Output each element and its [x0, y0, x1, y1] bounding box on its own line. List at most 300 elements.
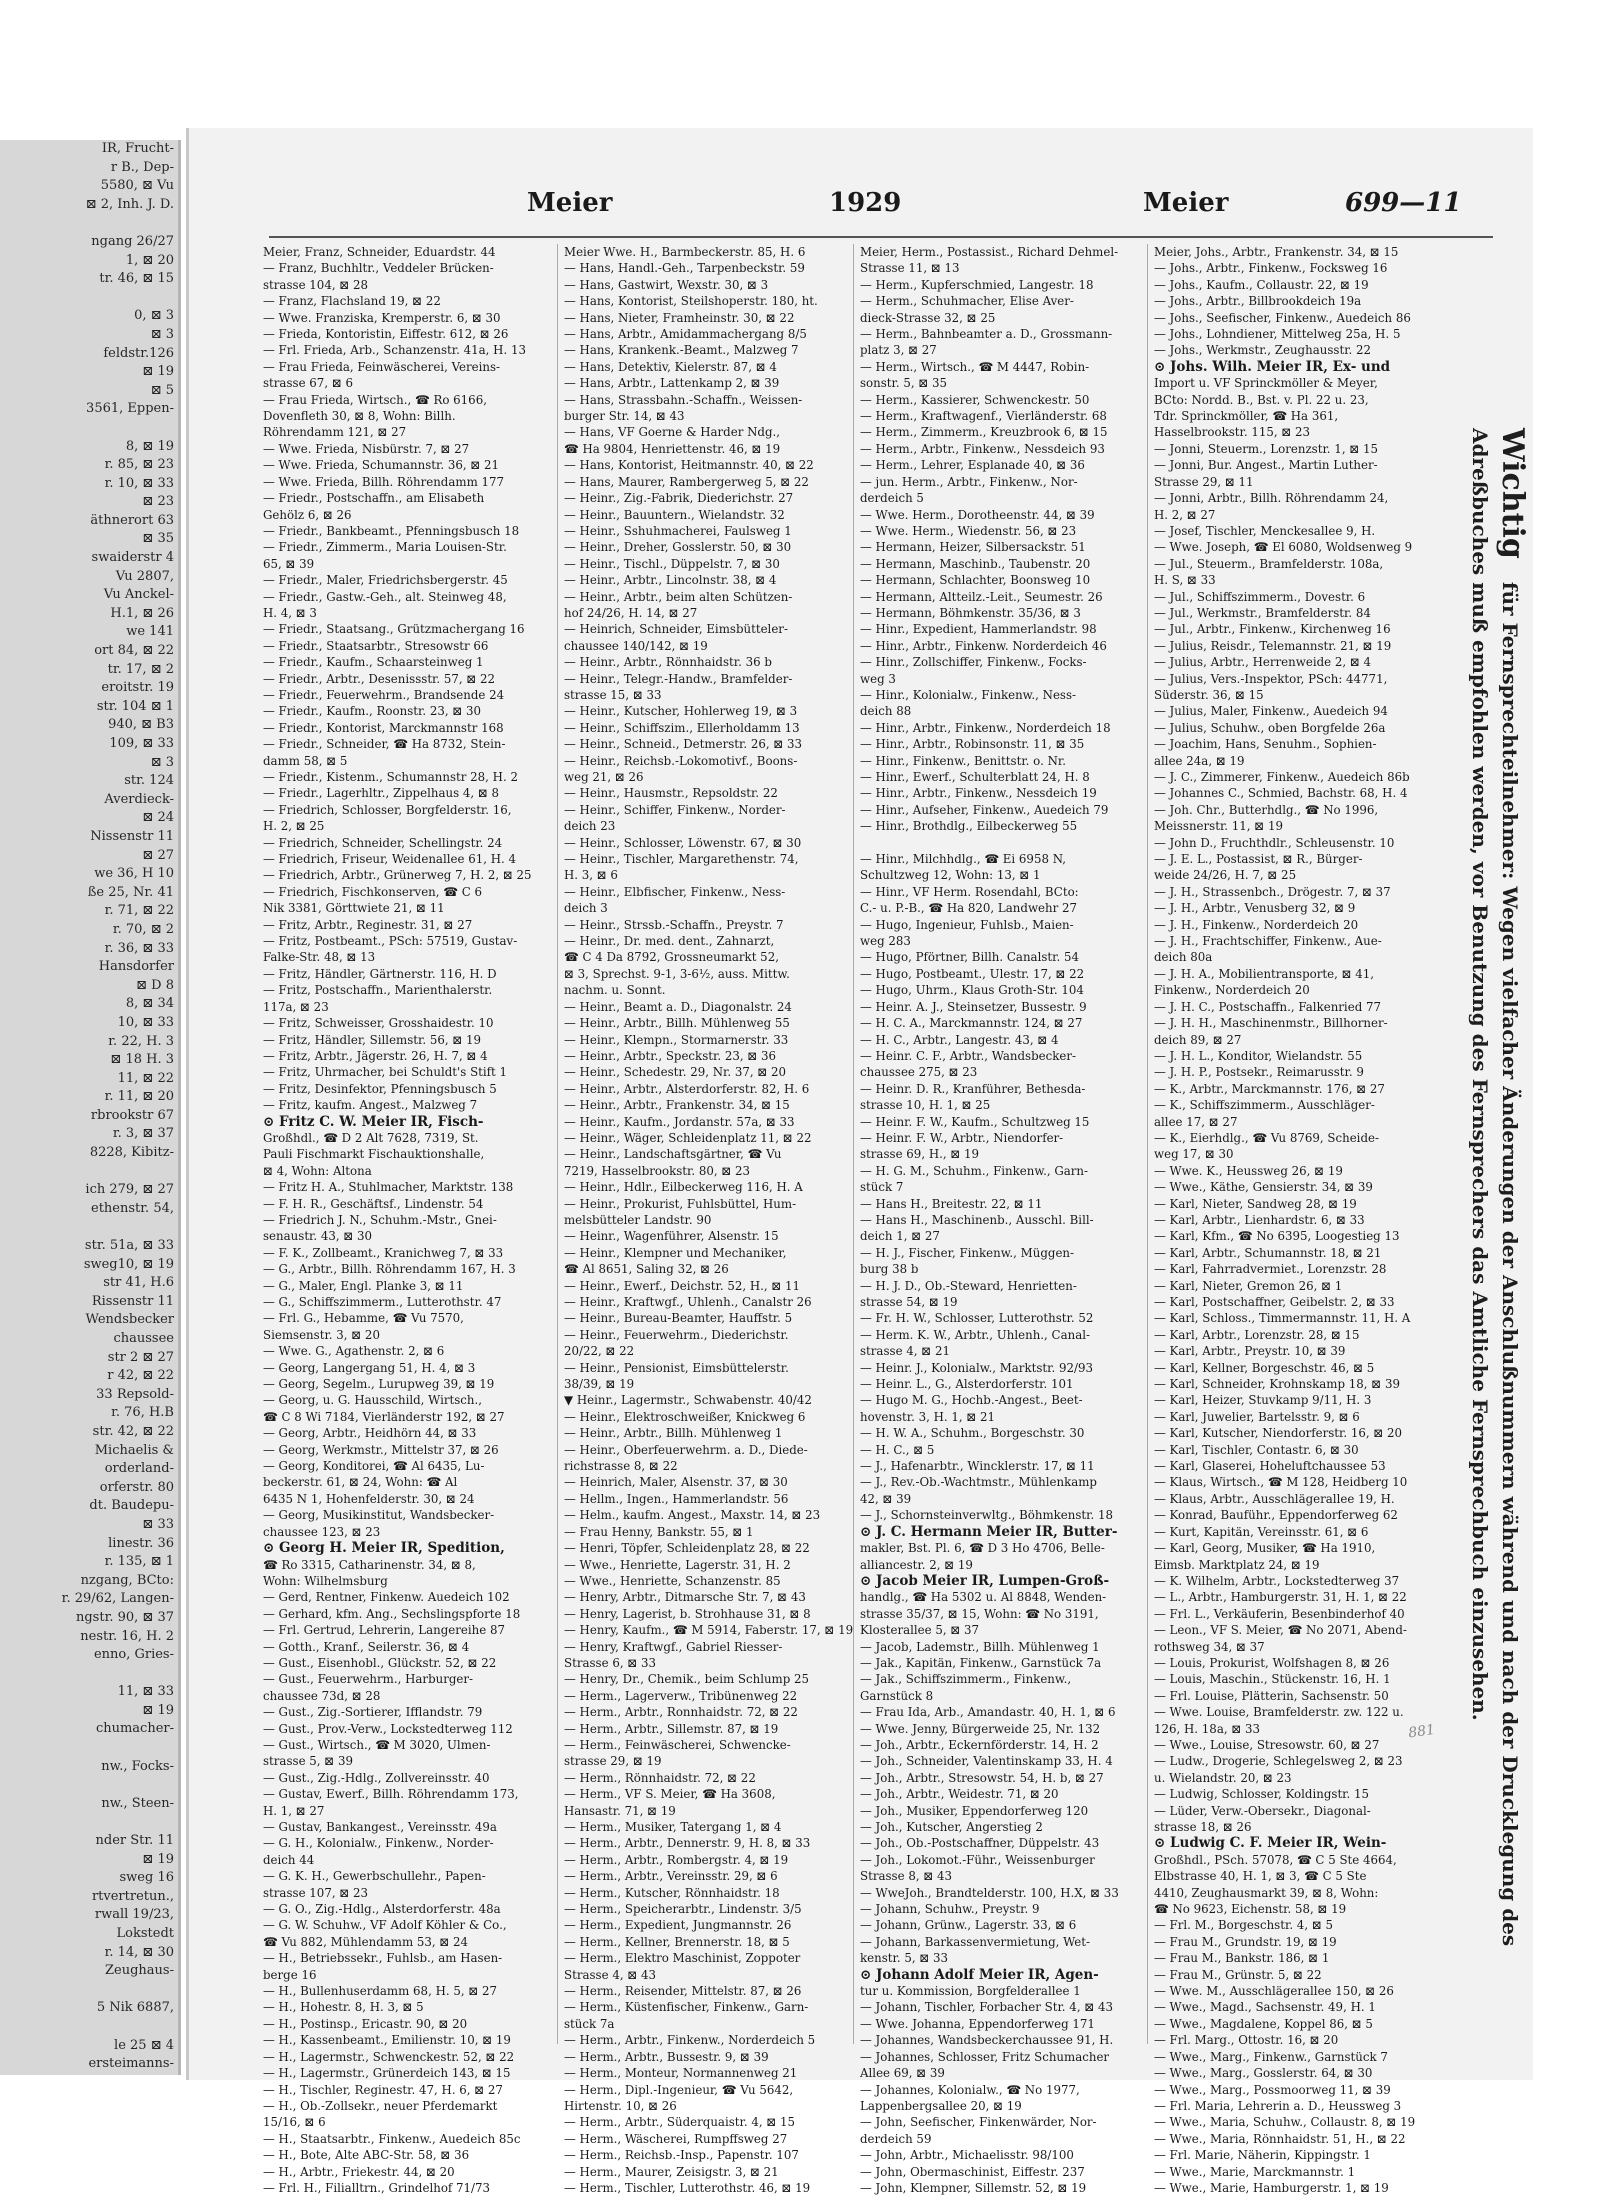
- directory-entry: — John, Arbtr., Michaelisstr. 98/100: [860, 2148, 1074, 2163]
- adjacent-page-fragment: eroitstr. 19: [101, 680, 174, 696]
- directory-entry: — Hermann, Heizer, Silbersackstr. 51: [860, 540, 1086, 555]
- directory-entry: — Wwe., Käthe, Gensierstr. 34, ⊠ 39: [1154, 1180, 1373, 1195]
- adjacent-page-fragment: str 2 ⊠ 27: [107, 1349, 174, 1365]
- firm-entry: ⊙ Johs. Wilh. Meier IR, Ex- und: [1154, 358, 1391, 375]
- directory-entry: — Heinr., Arbtr., Billh. Mühlenweg 55: [564, 1016, 790, 1031]
- directory-entry: — Gust., Feuerwehrm., Harburger-: [263, 1672, 474, 1687]
- directory-entry: — Wwe., Maria, Schuhw., Collaustr. 8, ⊠ 19: [1154, 2115, 1416, 2130]
- directory-entry: ⊠ 4, Wohn: Altona: [263, 1163, 372, 1178]
- adjacent-page-fragment: [0, 1739, 178, 1758]
- directory-entry: 4410, Zeughausmarkt 39, ⊠ 8, Wohn:: [1154, 1885, 1379, 1900]
- adjacent-page-fragment: Wendsbecker: [85, 1312, 174, 1328]
- directory-entry: — Heinr., Arbtr., Alsterdorferstr. 82, H. 6: [564, 1081, 810, 1096]
- directory-entry: — Friedrich, Schneider, Schellingstr. 24: [263, 835, 503, 850]
- directory-entry: Wohn: Wilhelmsburg: [263, 1573, 388, 1588]
- directory-entry: — Heinr., Landschaftsgärtner, ☎ Vu: [564, 1147, 782, 1162]
- directory-entry: Hirtenstr. 10, ⊠ 26: [564, 2098, 677, 2113]
- directory-entry: — Karl, Kfm., ☎ No 6395, Loogestieg 13: [1154, 1229, 1400, 1244]
- directory-entry: — Hans, Gastwirt, Wexstr. 30, ⊠ 3: [564, 277, 769, 292]
- directory-entry: weg 21, ⊠ 26: [564, 770, 644, 784]
- directory-entry: ☎ C 8 Wi 7184, Vierländerstr 192, ⊠ 27: [263, 1409, 505, 1424]
- directory-entry: — Herm., Rönnhaidstr. 72, ⊠ 22: [564, 1770, 756, 1785]
- adjacent-page-fragment: ngstr. 90, ⊠ 37: [75, 1609, 174, 1625]
- directory-entry: — Joh., Arbtr., Stresowstr. 54, H. b, ⊠ 27: [860, 1770, 1104, 1785]
- directory-entry: — Herm., Arbtr., Finkenw., Nessdeich 93: [860, 441, 1105, 456]
- directory-entry: — F. K., Zollbeamt., Kranichweg 7, ⊠ 33: [263, 1245, 504, 1260]
- directory-entry: allee 17, ⊠ 27: [1154, 1114, 1238, 1129]
- directory-entry: — Georg, Langergang 51, H. 4, ⊠ 3: [263, 1360, 476, 1375]
- directory-entry: — Wwe. Jenny, Bürgerweide 25, Nr. 132: [860, 1721, 1101, 1736]
- directory-entry: kenstr. 5, ⊠ 33: [860, 1951, 949, 1966]
- directory-entry: — K. Wilhelm, Arbtr., Lockstedterweg 37: [1154, 1573, 1400, 1588]
- header-right-name: Meier: [1143, 188, 1229, 218]
- directory-entry: — Hermann, Altteilz.-Leit., Seumestr. 26: [860, 589, 1103, 604]
- directory-entry: — H., Tischler, Reginestr. 47, H. 6, ⊠ 27: [263, 2082, 503, 2097]
- directory-entry: — Gustav, Bankangest., Vereinsstr. 49a: [263, 1820, 497, 1834]
- directory-entry: — Heinr., Schneid., Detmerstr. 26, ⊠ 33: [564, 737, 802, 752]
- directory-entry: — Herm., Kassierer, Schwenckestr. 50: [860, 392, 1090, 407]
- directory-entry: H. S, ⊠ 33: [1154, 573, 1216, 588]
- directory-entry: — Fritz, Postschaffn., Marienthalerstr.: [263, 983, 493, 998]
- directory-entry: Großhdl., PSch. 57078, ☎ C 5 Ste 4664,: [1154, 1852, 1397, 1867]
- adjacent-page-fragment: [0, 1776, 178, 1795]
- directory-entry: — Fritz, Händler, Gärtnerstr. 116, H. D: [263, 966, 497, 981]
- directory-entry: — Heinr., Kutscher, Hohlerweg 19, ⊠ 3: [564, 704, 798, 719]
- directory-entry: — Heinr., Arbtr., beim alten Schützen-: [564, 589, 793, 604]
- directory-entry: — Friedr., Staatsarbtr., Stresowstr 66: [263, 638, 489, 653]
- directory-entry: — Lüder, Verw.-Obersekr., Diagonal-: [1154, 1803, 1371, 1818]
- directory-entry: — Johs., Werkmstr., Zeughausstr. 22: [1154, 343, 1372, 358]
- directory-entry: chaussee 123, ⊠ 23: [263, 1524, 381, 1539]
- directory-entry: burg 38 b: [860, 1262, 919, 1277]
- directory-entry: Strasse 6, ⊠ 33: [564, 1655, 656, 1670]
- directory-entry: — Heinr., Pensionist, Eimsbüttelerstr.: [564, 1360, 789, 1375]
- directory-entry: — Friedrich J. N., Schuhm.-Mstr., Gnei-: [263, 1212, 497, 1227]
- directory-entry: — Heinr. D. R., Kranführer, Bethesda-: [860, 1081, 1086, 1096]
- adjacent-page-fragment: tr. 17, ⊠ 2: [107, 661, 174, 677]
- firm-entry: ⊙ Fritz C. W. Meier IR, Fisch-: [263, 1113, 484, 1130]
- directory-entry: — Heinr. L., G., Alsterdorferstr. 101: [860, 1377, 1074, 1392]
- directory-entry: — J. H. A., Mobilientransporte, ⊠ 41,: [1154, 966, 1375, 981]
- directory-entry: — Herm., Kraftwagenf., Vierländerstr. 68: [860, 409, 1107, 424]
- directory-entry: strasse 18, ⊠ 26: [1154, 1820, 1252, 1834]
- adjacent-page-fragment: 5580, ⊠ Vu: [100, 178, 174, 194]
- firm-entry: ⊙ J. C. Hermann Meier IR, Butter-: [860, 1523, 1118, 1540]
- adjacent-page-fragment: enno, Gries-: [93, 1647, 174, 1663]
- adjacent-page-fragment: Nissenstr 11: [90, 828, 174, 844]
- directory-entry: weg 3: [860, 671, 896, 686]
- directory-entry: — Friedr., Kaufm., Roonstr. 23, ⊠ 30: [263, 704, 481, 719]
- directory-entry: — Wwe., Magd., Sachsenstr. 49, H. 1: [1154, 2000, 1376, 2015]
- adjacent-page-fragment: sweg 16: [119, 1870, 174, 1886]
- directory-entry: — Heinrich, Schneider, Eimsbütteler-: [564, 622, 788, 637]
- directory-entry: — Karl, Schloss., Timmermannstr. 11, H. A: [1154, 1311, 1411, 1326]
- directory-entry: — Hermann, Schlachter, Boonsweg 10: [860, 573, 1091, 588]
- directory-entry: beckerstr. 61, ⊠ 24, Wohn: ☎ Al: [263, 1475, 458, 1490]
- directory-entry: 126, H. 18a, ⊠ 33: [1154, 1721, 1260, 1736]
- directory-entry: — Wwe. Franziska, Kremperstr. 6, ⊠ 30: [263, 310, 501, 325]
- directory-entry: stück 7: [860, 1180, 904, 1195]
- adjacent-page-fragment: ⊠ 5: [150, 382, 174, 398]
- directory-entry: — Friedr., Kistenm., Schumannstr 28, H. 2: [263, 770, 518, 784]
- directory-entry: — Hinr., Zollschiffer, Finkenw., Focks-: [860, 655, 1087, 670]
- adjacent-page-fragment: ngang 26/27: [91, 233, 174, 249]
- directory-entry: — Heinr., Arbtr., Frankenstr. 34, ⊠ 15: [564, 1098, 790, 1113]
- adjacent-page-fragment: r. 71, ⊠ 22: [104, 903, 174, 919]
- directory-entry: Allee 69, ⊠ 39: [860, 2066, 945, 2081]
- directory-entry: Strasse 11, ⊠ 13: [860, 261, 960, 276]
- directory-entry: — Hans H., Breitestr. 22, ⊠ 11: [860, 1196, 1043, 1211]
- directory-entry: deich 44: [263, 1852, 315, 1867]
- adjacent-page-fragment: r. 14, ⊠ 30: [104, 1944, 174, 1960]
- directory-entry: Pauli Fischmarkt Fischauktionshalle,: [263, 1147, 485, 1162]
- directory-entry: — J. H. C., Postschaffn., Falkenried 77: [1154, 999, 1382, 1014]
- directory-entry: Tdr. Sprinckmöller, ☎ Ha 361,: [1154, 409, 1339, 424]
- directory-entry: — Herm., Speicherarbtr., Lindenstr. 3/5: [564, 1902, 802, 1917]
- adjacent-page-fragment: Vu 2807,: [115, 568, 174, 584]
- directory-entry: — K., Arbtr., Marckmannstr. 176, ⊠ 27: [1154, 1081, 1385, 1096]
- directory-entry: — Joh., Kutscher, Angerstieg 2: [860, 1820, 1043, 1834]
- directory-entry: richstrasse 8, ⊠ 22: [564, 1459, 678, 1474]
- directory-entry: — Frl. L., Verkäuferin, Besenbinderhof 40: [1154, 1606, 1405, 1621]
- directory-entry: — Joh., Arbtr., Eckernförderstr. 14, H. 2: [860, 1737, 1099, 1752]
- directory-entry: deich 89, ⊠ 27: [1154, 1032, 1242, 1047]
- directory-entry: — John, Seefischer, Finkenwärder, Nor-: [860, 2115, 1097, 2130]
- directory-entry: platz 3, ⊠ 27: [860, 343, 937, 358]
- directory-entry: — Herm., Reisender, Mittelstr. 87, ⊠ 26: [564, 1984, 802, 1999]
- directory-entry: — Heinr., Bauuntern., Wielandstr. 32: [564, 507, 785, 522]
- adjacent-page-fragment: rwall 19/23,: [94, 1907, 174, 1923]
- directory-entry: — J. H., Finkenw., Norderdeich 20: [1154, 917, 1359, 932]
- column-3: [853, 244, 1150, 2195]
- directory-entry: — Wwe. Frieda, Billh. Röhrendamm 177: [263, 474, 505, 489]
- adjacent-page-fragment: ⊠ 35: [142, 531, 174, 547]
- directory-entry: strasse 5, ⊠ 39: [263, 1754, 353, 1769]
- directory-entry: — J., Hafenarbtr., Wincklerstr. 17, ⊠ 11: [860, 1459, 1095, 1474]
- adjacent-page-fragment: 8, ⊠ 19: [125, 438, 174, 454]
- directory-entry: — Herm. K. W., Arbtr., Uhlenh., Canal-: [860, 1327, 1090, 1342]
- adjacent-page-fragment: sweg10, ⊠ 19: [83, 1256, 174, 1272]
- directory-entry: — Wwe., Maria, Rönnhaidstr. 51, H., ⊠ 22: [1154, 2131, 1406, 2146]
- directory-entry: — Julius, Vers.-Inspektor, PSch: 44771,: [1154, 671, 1388, 686]
- directory-entry: — L., Arbtr., Hamburgerstr. 31, H. 1, ⊠ 22: [1154, 1590, 1407, 1605]
- directory-entry: ☎ Ha 9804, Henriettenstr. 46, ⊠ 19: [564, 441, 781, 456]
- adjacent-page-fragment: ersteimanns-: [88, 2056, 174, 2072]
- directory-entry: — Karl, Kellner, Borgeschstr. 46, ⊠ 5: [1154, 1360, 1375, 1375]
- directory-entry: H. 2, ⊠ 25: [263, 819, 325, 834]
- directory-entry: 15/16, ⊠ 6: [263, 2115, 326, 2130]
- directory-entry: deich 23: [564, 819, 616, 834]
- directory-entry: strasse 104, ⊠ 28: [263, 277, 368, 292]
- directory-entry: — H. G. M., Schuhm., Finkenw., Garn-: [860, 1163, 1088, 1178]
- adjacent-page-fragment: [0, 2018, 178, 2037]
- directory-entry: — Wwe., Magdalene, Koppel 86, ⊠ 5: [1154, 2016, 1373, 2031]
- directory-entry: — Karl, Kutscher, Niendorferstr. 16, ⊠ 20: [1154, 1426, 1403, 1441]
- directory-entry: melsbütteler Landstr. 90: [564, 1212, 712, 1227]
- directory-page: [186, 128, 1533, 2195]
- directory-entry: — Wwe., Marie, Hamburgerstr. 1, ⊠ 19: [1154, 2180, 1389, 2195]
- directory-entry: — Johannes, Wandsbeckerchaussee 91, H.: [860, 2033, 1114, 2048]
- directory-entry: — Johs., Kaufm., Collaustr. 22, ⊠ 19: [1154, 277, 1369, 292]
- directory-entry: — Friedr., Kaufm., Schaarsteinweg 1: [263, 655, 484, 670]
- directory-entry: — Friedr., Schneider, ☎ Ha 8732, Stein-: [263, 737, 506, 752]
- firm-entry: ⊙ Jacob Meier IR, Lumpen-Groß-: [860, 1572, 1110, 1589]
- adjacent-page-fragment: 5 Nik 6887,: [96, 2000, 174, 2016]
- directory-entry: — G., Schiffszimmerm., Lutterothstr. 47: [263, 1295, 502, 1309]
- directory-entry: — Karl, Arbtr., Schumannstr. 18, ⊠ 21: [1154, 1245, 1382, 1260]
- directory-entry: — H., Bullenhuserdamm 68, H. 5, ⊠ 27: [263, 1984, 498, 1999]
- directory-entry: — Wwe. Louise, Bramfelderstr. zw. 122 u.: [1154, 1705, 1404, 1720]
- directory-entry: — Frl. Louise, Plätterin, Sachsenstr. 50: [1154, 1688, 1389, 1703]
- adjacent-page-fragment: 8, ⊠ 34: [125, 996, 174, 1012]
- adjacent-page-fragment: Rissenstr 11: [91, 1293, 174, 1309]
- directory-entry: — J. H., Strassenbch., Drögestr. 7, ⊠ 37: [1154, 884, 1391, 899]
- directory-entry: — G. W. Schuhw., VF Adolf Köhler & Co.,: [263, 1918, 507, 1933]
- directory-entry: — Karl, Postschaffner, Geibelstr. 2, ⊠ 33: [1154, 1295, 1395, 1309]
- directory-entry: — Hans, Handl.-Geh., Tarpenbeckstr. 59: [564, 261, 805, 276]
- directory-entry: — Heinr., Prokurist, Fuhlsbüttel, Hum-: [564, 1196, 797, 1211]
- directory-entry: — Heinr., Dreher, Gosslerstr. 50, ⊠ 30: [564, 540, 792, 555]
- directory-entry: Lappenbergsallee 20, ⊠ 19: [860, 2098, 1022, 2113]
- directory-entry: — Jacob, Lademstr., Billh. Mühlenweg 1: [860, 1639, 1100, 1654]
- directory-entry: — Karl, Arbtr., Lorenzstr. 28, ⊠ 15: [1154, 1327, 1360, 1342]
- adjacent-page-fragment: ⊠ 2, Inh. J. D.: [85, 196, 174, 212]
- directory-entry: Strasse 4, ⊠ 43: [564, 1967, 656, 1982]
- directory-entry: — Fritz H. A., Stuhlmacher, Marktstr. 138: [263, 1180, 514, 1195]
- directory-entry: — Heinr., Oberfeuerwehrm. a. D., Diede-: [564, 1442, 808, 1457]
- directory-entry: — Joachim, Hans, Senuhm., Sophien-: [1154, 737, 1377, 752]
- directory-entry: — Friedr., Gastw.-Geh., alt. Steinweg 48,: [263, 589, 507, 604]
- directory-entry: — Jonni, Bur. Angest., Martin Luther-: [1154, 458, 1378, 473]
- directory-entry: — Henry, Kraftwgf., Gabriel Riesser-: [564, 1639, 783, 1654]
- directory-entry: — Hans, Krankenk.-Beamt., Malzweg 7: [564, 343, 799, 358]
- directory-entry: — Joh. Chr., Butterhdlg., ☎ No 1996,: [1154, 802, 1379, 817]
- directory-entry: Meier Wwe. H., Barmbeckerstr. 85, H. 6: [564, 245, 806, 259]
- directory-entry: chaussee 73d, ⊠ 28: [263, 1688, 381, 1703]
- directory-entry: — H., Staatsarbtr., Finkenw., Auedeich 85c: [263, 2131, 521, 2146]
- directory-entry: — Hans, Arbtr., Lattenkamp 2, ⊠ 39: [564, 376, 780, 391]
- directory-entry: — Frl. H., Filialltrn., Grindelhof 71/73: [263, 2180, 491, 2195]
- directory-entry: — Herm., Musiker, Tatergang 1, ⊠ 4: [564, 1820, 782, 1834]
- adjacent-page-fragment: linestr. 36: [108, 1535, 174, 1551]
- directory-entry: — Frau Ida, Arb., Amandastr. 40, H. 1, ⊠ 6: [860, 1705, 1116, 1720]
- directory-entry: — H., Lagermstr., Schwenckestr. 52, ⊠ 22: [263, 2049, 515, 2064]
- directory-entry: — Herm., Arbtr., Süderquaistr. 4, ⊠ 15: [564, 2115, 796, 2130]
- adjacent-page-fragment: [0, 1665, 178, 1684]
- directory-entry: — Frl. Marie, Näherin, Kippingstr. 1: [1154, 2148, 1371, 2163]
- directory-entry: — Frl. Marg., Ottostr. 16, ⊠ 20: [1154, 2033, 1339, 2048]
- directory-entry: Strasse 29, ⊠ 11: [1154, 474, 1254, 489]
- directory-entry: u. Wielandstr. 20, ⊠ 23: [1154, 1770, 1292, 1785]
- directory-entry: — Hans H., Maschinenb., Ausschl. Bill-: [860, 1212, 1094, 1227]
- directory-entry: — Herm., Wäscherei, Rumpffsweg 27: [564, 2131, 788, 2146]
- directory-entry: — Herm., Lagerverw., Tribünenweg 22: [564, 1688, 798, 1703]
- directory-entry: — Joh., Lokomot.-Führ., Weissenburger: [860, 1852, 1095, 1867]
- directory-entry: — Herm., Expedient, Jungmannstr. 26: [564, 1918, 792, 1933]
- directory-entry: — Heinr., Arbtr., Billh. Mühlenweg 1: [564, 1426, 783, 1441]
- directory-entry: 42, ⊠ 39: [860, 1491, 912, 1506]
- directory-entry: strasse 10, H. 1, ⊠ 25: [860, 1098, 991, 1113]
- directory-entry: ☎ C 4 Da 8792, Grossneumarkt 52,: [564, 950, 779, 965]
- directory-entry: — Fritz, Desinfektor, Pfenningsbusch 5: [263, 1081, 497, 1096]
- directory-entry: — John, Obermaschinist, Eiffestr. 237: [860, 2164, 1085, 2179]
- directory-entry: — Heinr. F. W., Kaufm., Schultzweg 15: [860, 1114, 1090, 1129]
- directory-entry: — Friedr., Staatsang., Grützmachergang 16: [263, 622, 525, 637]
- directory-entry: Meier, Johs., Arbtr., Frankenstr. 34, ⊠ 15: [1154, 245, 1399, 259]
- directory-entry: — Georg, Arbtr., Heidhörn 44, ⊠ 33: [263, 1426, 477, 1441]
- directory-entry: — Heinr., Tischl., Düppelstr. 7, ⊠ 30: [564, 556, 780, 571]
- adjacent-page-fragment: r. 76, H.B: [111, 1405, 174, 1421]
- adjacent-page-fragment: Zeughaus-: [105, 1963, 174, 1979]
- firm-entry: ⊙ Georg H. Meier IR, Spedition,: [263, 1540, 505, 1557]
- directory-entry: — Herm., Lehrer, Esplanade 40, ⊠ 36: [860, 458, 1085, 473]
- directory-entry: — Johann, Tischler, Forbacher Str. 4, ⊠ 43: [860, 2000, 1113, 2015]
- directory-entry: C.- u. P.-B., ☎ Ha 820, Landwehr 27: [860, 901, 1078, 916]
- directory-entry: — Wwe., Marg., Possmoorweg 11, ⊠ 39: [1154, 2082, 1391, 2097]
- directory-entry: — Friedrich, Fischkonserven, ☎ C 6: [263, 884, 483, 899]
- adjacent-page-fragment: 11, ⊠ 33: [117, 1684, 174, 1700]
- directory-entry: derdeich 59: [860, 2131, 932, 2146]
- adjacent-page-fragment: 11, ⊠ 22: [117, 1070, 174, 1086]
- directory-entry: — Jonni, Arbtr., Billh. Röhrendamm 24,: [1154, 491, 1389, 506]
- directory-entry: — Gotth., Kranf., Seilerstr. 36, ⊠ 4: [263, 1639, 470, 1654]
- directory-entry: Schultzweg 12, Wohn: 13, ⊠ 1: [860, 868, 1041, 883]
- directory-entry: — Herm., Monteur, Normannenweg 21: [564, 2066, 798, 2081]
- directory-entry: — Herm., Arbtr., Vereinsstr. 29, ⊠ 6: [564, 1869, 778, 1884]
- directory-entry: — Heinr., Reichsb.-Lokomotivf., Boons-: [564, 753, 798, 768]
- directory-entry: strasse 29, ⊠ 19: [564, 1754, 662, 1769]
- directory-entry: — Louis, Maschin., Stückenstr. 16, H. 1: [1154, 1672, 1391, 1687]
- directory-entry: — Hellm., Ingen., Hammerlandstr. 56: [564, 1491, 789, 1506]
- adjacent-page-fragment: ⊠ 24: [142, 810, 174, 826]
- directory-entry: — Herm., Bahnbeamter a. D., Grossmann-: [860, 327, 1113, 342]
- directory-entry: — Georg, Segelm., Lurupweg 39, ⊠ 19: [263, 1377, 495, 1392]
- directory-entry: weide 24/26, H. 7, ⊠ 25: [1154, 868, 1297, 883]
- directory-entry: — Hinr., Ewerf., Schulterblatt 24, H. 8: [860, 770, 1090, 784]
- adjacent-page-fragment: orferstr. 80: [99, 1479, 174, 1495]
- directory-entry: — Hinr., Milchhdlg., ☎ Ei 6958 N,: [860, 852, 1067, 867]
- directory-entry: — G., Arbtr., Billh. Röhrendamm 167, H. 3: [263, 1262, 516, 1277]
- adjacent-page-fragment: ⊠ 19: [142, 364, 174, 380]
- directory-entry: tur u. Kommission, Borgfelderallee 1: [860, 1984, 1081, 1999]
- directory-entry: — Johs., Lohndiener, Mittelweg 25a, H. 5: [1154, 327, 1401, 342]
- directory-entry: damm 58, ⊠ 5: [263, 753, 348, 768]
- directory-entry: — Jul., Werkmstr., Bramfelderstr. 84: [1154, 605, 1371, 620]
- directory-entry: — H., Kassenbeamt., Emilienstr. 10, ⊠ 19: [263, 2033, 511, 2048]
- directory-entry: ☎ No 9623, Eichenstr. 58, ⊠ 19: [1154, 1902, 1347, 1917]
- adjacent-page-fragment: r. 70, ⊠ 2: [112, 921, 174, 937]
- directory-entry: — Heinr., Ewerf., Deichstr. 52, H., ⊠ 11: [564, 1278, 801, 1293]
- directory-entry: — Joh., Ob.-Postschaffner, Düppelstr. 43: [860, 1836, 1100, 1851]
- directory-entry: — Heinr., Elbfischer, Finkenw., Ness-: [564, 884, 786, 899]
- adjacent-page-fragment: nder Str. 11: [95, 1833, 174, 1849]
- directory-entry: — Hans, Arbtr., Amidammachergang 8/5: [564, 327, 807, 342]
- directory-entry: — J. H., Frachtschiffer, Finkenw., Aue-: [1154, 934, 1382, 949]
- directory-entry: hovenstr. 3, H. 1, ⊠ 21: [860, 1409, 996, 1424]
- directory-entry: — Fritz, Arbtr., Reginestr. 31, ⊠ 27: [263, 917, 473, 932]
- directory-entry: rothsweg 34, ⊠ 37: [1154, 1639, 1265, 1654]
- adjacent-page-strip: [0, 140, 181, 2075]
- directory-entry: — Hans, Nieter, Framheinstr. 30, ⊠ 22: [564, 310, 795, 325]
- directory-entry: berge 16: [263, 1967, 317, 1982]
- directory-entry: — Jul., Arbtr., Finkenw., Kirchenweg 16: [1154, 622, 1391, 637]
- directory-entry: — Fritz, Arbtr., Jägerstr. 26, H. 7, ⊠ 4: [263, 1048, 488, 1063]
- directory-entry: nachm. u. Sonnt.: [564, 983, 666, 998]
- directory-entry: Hasselbrookstr. 115, ⊠ 23: [1154, 425, 1311, 440]
- directory-entry: — Joh., Schneider, Valentinskamp 33, H. 4: [860, 1754, 1113, 1769]
- adjacent-page-fragment: ⊠ D 8: [136, 977, 174, 993]
- directory-entry: Süderstr. 36, ⊠ 15: [1154, 687, 1264, 702]
- directory-entry: — Herm., Arbtr., Rombergstr. 4, ⊠ 19: [564, 1852, 789, 1867]
- directory-entry: — Wwe. G., Agathenstr. 2, ⊠ 6: [263, 1344, 445, 1359]
- adjacent-page-fragment: le 25 ⊠ 4: [114, 2037, 174, 2053]
- directory-entry: — jun. Herm., Arbtr., Finkenw., Nor-: [860, 474, 1078, 489]
- adjacent-page-fragment: str. 42, ⊠ 22: [92, 1423, 174, 1439]
- directory-entry: — Hinr., Brothdlg., Eilbeckerweg 55: [860, 819, 1078, 834]
- directory-entry: — Hinr., Arbtr., Finkenw., Nessdeich 19: [860, 786, 1097, 801]
- directory-entry: — H., Bote, Alte ABC-Str. 58, ⊠ 36: [263, 2148, 470, 2163]
- directory-entry: strasse 35/37, ⊠ 15, Wohn: ☎ No 3191,: [860, 1606, 1099, 1621]
- directory-entry: chaussee 140/142, ⊠ 19: [564, 638, 708, 653]
- directory-entry: Meier, Herm., Postassist., Richard Dehmel-: [860, 245, 1119, 259]
- directory-entry: — Wwe., Marg., Finkenw., Garnstück 7: [1154, 2049, 1388, 2064]
- directory-entry: — Hinr., Arbtr., Finkenw., Norderdeich 18: [860, 720, 1111, 735]
- directory-entry: — Wwe. Joseph, ☎ El 6080, Woldsenweg 9: [1154, 540, 1413, 555]
- directory-entry: — Heinr., Schlosser, Löwenstr. 67, ⊠ 30: [564, 835, 802, 850]
- directory-entry: Eimsb. Marktplatz 24, ⊠ 19: [1154, 1557, 1320, 1572]
- adjacent-page-fragment: ⊠ 18 H. 3: [110, 1052, 174, 1068]
- directory-entry: — Henry, Arbtr., Ditmarsche Str. 7, ⊠ 43: [564, 1590, 806, 1605]
- directory-entry: — Konrad, Bauführ., Eppendorferweg 62: [1154, 1508, 1398, 1523]
- directory-entry: senaustr. 43, ⊠ 30: [263, 1229, 373, 1244]
- adjacent-page-fragment: 1, ⊠ 20: [125, 252, 174, 268]
- directory-entry: — John, Klempner, Sillemstr. 52, ⊠ 19: [860, 2180, 1087, 2195]
- adjacent-page-fragment: we 141: [126, 624, 174, 640]
- directory-entry: — Louis, Prokurist, Wolfshagen 8, ⊠ 26: [1154, 1655, 1390, 1670]
- directory-entry: — H. C., Arbtr., Langestr. 43, ⊠ 4: [860, 1032, 1059, 1047]
- directory-entry: — Herm., Arbtr., Bussestr. 9, ⊠ 39: [564, 2049, 769, 2064]
- adjacent-page-fragment: ⊠ 3: [150, 754, 174, 770]
- directory-entry: — Gust., Zig.-Hdlg., Zollvereinsstr. 40: [263, 1770, 490, 1785]
- directory-entry: — Wwe. Herm., Dorotheenstr. 44, ⊠ 39: [860, 507, 1095, 522]
- adjacent-page-fragment: chaussee: [113, 1331, 174, 1346]
- directory-entry: — Henry, Dr., Chemik., beim Schlump 25: [564, 1672, 810, 1687]
- adjacent-page-fragment: [0, 289, 178, 308]
- directory-entry: — Hugo, Postbeamt., Ulestr. 17, ⊠ 22: [860, 966, 1085, 981]
- directory-entry: — Hugo, Pförtner, Billh. Canalstr. 54: [860, 950, 1079, 965]
- handwritten-margin-note: 881: [1407, 1721, 1436, 1742]
- directory-entry: — Heinr., Klempn., Stormarnerstr. 33: [564, 1032, 789, 1047]
- directory-entry: — Henry, Lagerist, b. Strohhause 31, ⊠ 8: [564, 1606, 811, 1621]
- adjacent-page-fragment: feldstr.126: [103, 345, 174, 361]
- directory-entry: deich 88: [860, 704, 912, 719]
- directory-entry: — Heinr., Dr. med. dent., Zahnarzt,: [564, 934, 775, 949]
- directory-entry: — Julius, Arbtr., Herrenweide 2, ⊠ 4: [1154, 655, 1372, 670]
- directory-entry: Finkenw., Norderdeich 20: [1154, 983, 1310, 998]
- directory-entry: 117a, ⊠ 23: [263, 999, 329, 1014]
- directory-entry: 38/39, ⊠ 19: [564, 1377, 635, 1392]
- adjacent-page-fragment: tr. 46, ⊠ 15: [99, 271, 174, 287]
- directory-entry: strasse 54, ⊠ 19: [860, 1295, 958, 1309]
- directory-entry: H. 3, ⊠ 6: [564, 868, 618, 883]
- directory-entry: 20/22, ⊠ 22: [564, 1344, 635, 1359]
- adjacent-page-fragment: [0, 1218, 178, 1237]
- adjacent-page-fragment: [0, 1813, 178, 1832]
- directory-entry: — J. H. H., Maschinenmstr., Billhorner-: [1154, 1016, 1388, 1031]
- directory-entry: strasse 107, ⊠ 23: [263, 1885, 368, 1900]
- directory-entry: — Heinr., Wäger, Schleidenplatz 11, ⊠ 22: [564, 1130, 812, 1145]
- column-1: [263, 244, 553, 2195]
